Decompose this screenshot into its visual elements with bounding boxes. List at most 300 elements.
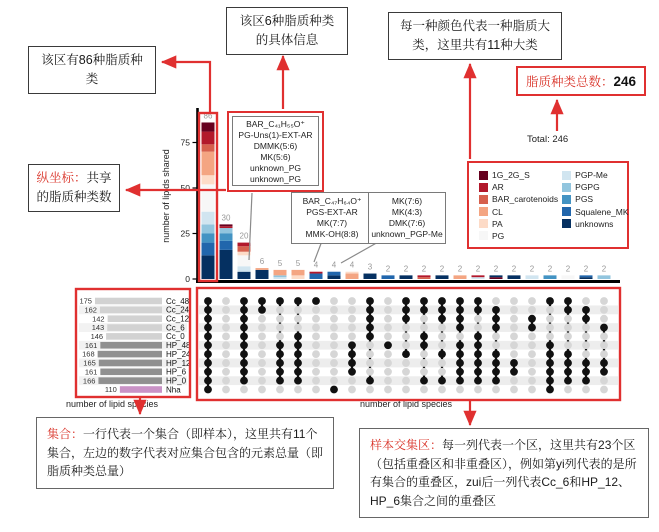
matrix-dot-active bbox=[240, 315, 248, 323]
matrix-dot bbox=[420, 368, 428, 376]
matrix-dot bbox=[546, 315, 554, 323]
intersection-bar-segment bbox=[364, 274, 377, 279]
matrix-dot-active bbox=[420, 333, 428, 341]
matrix-dot bbox=[492, 333, 500, 341]
matrix-dot bbox=[330, 324, 338, 332]
intersection-count-label: 86 bbox=[203, 111, 213, 121]
intersection-count-label: 2 bbox=[493, 264, 499, 274]
set-size-bar bbox=[95, 298, 162, 305]
matrix-dot bbox=[528, 359, 536, 367]
matrix-dot bbox=[384, 368, 392, 376]
matrix-dot bbox=[474, 324, 482, 332]
matrix-axis-label: number of lipid species bbox=[359, 399, 453, 409]
intersection-bar-segment bbox=[346, 274, 359, 279]
connector-box3-bar bbox=[341, 241, 380, 263]
intersection-count-label: 5 bbox=[295, 258, 301, 268]
matrix-dot-active bbox=[564, 297, 572, 305]
matrix-dot bbox=[330, 297, 338, 305]
legend-entry bbox=[479, 194, 558, 204]
matrix-dot-active bbox=[546, 377, 554, 385]
matrix-dot-active bbox=[348, 368, 356, 376]
intersection-bar-segment bbox=[274, 270, 287, 275]
callout-color-classes-text: 每一种颜色代表一种脂质大类，这里共有11种大类 bbox=[399, 19, 550, 52]
legend-swatch bbox=[562, 195, 571, 204]
total-species-label: 脂质种类总数： bbox=[526, 75, 614, 89]
intersection-bar-segment bbox=[418, 277, 431, 279]
matrix-dot-active bbox=[204, 359, 212, 367]
intersection-count-label: 4 bbox=[313, 260, 319, 270]
matrix-dot bbox=[420, 386, 428, 394]
matrix-dot bbox=[222, 333, 230, 341]
intersection-count-label: 30 bbox=[221, 213, 231, 223]
set-size-bar bbox=[106, 333, 162, 340]
intersection-bar-segment bbox=[202, 144, 215, 151]
matrix-dot-active bbox=[204, 386, 212, 394]
matrix-dot-active bbox=[582, 306, 590, 314]
matrix-dot bbox=[438, 368, 446, 376]
matrix-dot bbox=[330, 350, 338, 358]
matrix-dot-active bbox=[492, 350, 500, 358]
lipid-name: unknown_PG bbox=[249, 174, 302, 185]
matrix-dot-active bbox=[366, 315, 374, 323]
matrix-dot bbox=[600, 315, 608, 323]
legend-entry bbox=[562, 219, 628, 229]
matrix-dot bbox=[330, 306, 338, 314]
matrix-dot bbox=[402, 324, 410, 332]
matrix-dot-active bbox=[438, 350, 446, 358]
intersection-count-label: 20 bbox=[239, 231, 249, 241]
lipid-name: unknown_PG bbox=[249, 163, 302, 174]
matrix-dot bbox=[402, 377, 410, 385]
matrix-dot bbox=[402, 333, 410, 341]
matrix-dot-active bbox=[276, 341, 284, 349]
matrix-dot bbox=[384, 297, 392, 305]
matrix-dot-active bbox=[474, 377, 482, 385]
legend-label: PGP-Me bbox=[575, 170, 608, 180]
matrix-dot bbox=[348, 297, 356, 305]
matrix-dot-active bbox=[492, 359, 500, 367]
matrix-dot-active bbox=[240, 324, 248, 332]
legend-label: PA bbox=[492, 218, 503, 229]
matrix-dot-active bbox=[294, 359, 302, 367]
intersection-count-label: 2 bbox=[529, 264, 535, 274]
matrix-dot-active bbox=[510, 368, 518, 376]
set-name-label: HP_24 bbox=[166, 349, 191, 359]
matrix-dot bbox=[384, 350, 392, 358]
set-size-value: 168 bbox=[82, 349, 95, 359]
matrix-dot-active bbox=[474, 350, 482, 358]
y-tick-label: 75 bbox=[180, 137, 190, 148]
intersection-bar-segment bbox=[598, 275, 611, 279]
set-name-label: Cc_48 bbox=[166, 296, 190, 306]
matrix-dot-active bbox=[312, 297, 320, 305]
matrix-dot-active bbox=[492, 306, 500, 314]
matrix-dot bbox=[564, 333, 572, 341]
matrix-dot-active bbox=[438, 306, 446, 314]
intersection-bar-segment bbox=[238, 252, 251, 256]
matrix-dot-active bbox=[474, 333, 482, 341]
matrix-dot-active bbox=[474, 359, 482, 367]
matrix-dot-active bbox=[438, 297, 446, 305]
matrix-dot-active bbox=[474, 341, 482, 349]
set-name-label: Cc_24 bbox=[166, 305, 190, 315]
matrix-dot bbox=[492, 341, 500, 349]
matrix-dot bbox=[222, 341, 230, 349]
matrix-dot bbox=[456, 386, 464, 394]
intersection-count-label: 2 bbox=[457, 264, 463, 274]
set-size-bar bbox=[107, 324, 162, 331]
matrix-dot-active bbox=[492, 315, 500, 323]
lipid-name: MMK-OH(8:8) bbox=[305, 229, 359, 240]
matrix-dot-active bbox=[294, 377, 302, 385]
matrix-dot-active bbox=[546, 368, 554, 376]
matrix-dot-active bbox=[348, 341, 356, 349]
matrix-dot-active bbox=[204, 324, 212, 332]
matrix-dot bbox=[438, 333, 446, 341]
intersection-bar-segment bbox=[202, 132, 215, 145]
matrix-dot bbox=[258, 350, 266, 358]
intersection-count-label: 2 bbox=[421, 264, 427, 274]
legend-entry bbox=[479, 207, 558, 217]
matrix-dot bbox=[312, 350, 320, 358]
intersection-bar-segment bbox=[202, 175, 215, 184]
intersection-bar-segment bbox=[256, 268, 269, 270]
matrix-dot-active bbox=[564, 377, 572, 385]
callout-6-species-detail-text: 该区6种脂质种类的具体信息 bbox=[239, 14, 335, 47]
lipid-name: unknown_PGP-Me bbox=[371, 229, 443, 240]
legend-entry bbox=[479, 182, 558, 192]
callout-sets-text: 一行代表一个集合（即样本），这里共有11个集合，左边的数字代表对应集合包含的元素总量（即脂质种类总量） bbox=[47, 427, 324, 479]
matrix-dot bbox=[258, 324, 266, 332]
intersection-bar-segment bbox=[544, 275, 557, 279]
matrix-dot bbox=[312, 333, 320, 341]
legend-label: PG bbox=[492, 230, 505, 241]
intersection-bar-segment bbox=[346, 272, 359, 274]
intersection-bar-segment bbox=[202, 122, 215, 131]
matrix-dot-active bbox=[348, 359, 356, 367]
matrix-dot bbox=[384, 306, 392, 314]
matrix-dot-active bbox=[204, 306, 212, 314]
matrix-dot-active bbox=[276, 359, 284, 367]
matrix-dot bbox=[384, 386, 392, 394]
matrix-dot bbox=[330, 368, 338, 376]
matrix-dot bbox=[330, 333, 338, 341]
matrix-dot bbox=[510, 324, 518, 332]
legend-label: CL bbox=[492, 206, 503, 217]
matrix-dot bbox=[384, 377, 392, 385]
matrix-dot-active bbox=[240, 359, 248, 367]
matrix-dot bbox=[582, 350, 590, 358]
intersection-count-label: 2 bbox=[439, 264, 445, 274]
matrix-dot-active bbox=[546, 386, 554, 394]
set-size-value: 142 bbox=[92, 314, 105, 324]
matrix-dot bbox=[474, 315, 482, 323]
matrix-dot bbox=[348, 333, 356, 341]
matrix-dot bbox=[312, 386, 320, 394]
intersection-count-label: 6 bbox=[259, 257, 265, 267]
matrix-dot-active bbox=[564, 368, 572, 376]
matrix-dot bbox=[528, 341, 536, 349]
intersection-bar-segment bbox=[526, 275, 539, 279]
lipid-list-box-2 bbox=[291, 192, 373, 244]
matrix-dot bbox=[510, 333, 518, 341]
intersection-bar-segment bbox=[202, 152, 215, 176]
legend-entry bbox=[479, 219, 558, 229]
lipid-list-box-3 bbox=[368, 192, 446, 244]
legend-swatch bbox=[479, 195, 488, 204]
matrix-dot-active bbox=[546, 359, 554, 367]
matrix-dot-active bbox=[438, 315, 446, 323]
matrix-dot bbox=[402, 368, 410, 376]
matrix-dot-active bbox=[456, 297, 464, 305]
callout-sets-label: 集合： bbox=[47, 427, 84, 441]
matrix-dot-active bbox=[546, 341, 554, 349]
legend-entry bbox=[479, 170, 558, 180]
total-species-value: 246 bbox=[613, 74, 637, 89]
matrix-dot-active bbox=[456, 341, 464, 349]
intersection-bar-segment bbox=[508, 275, 521, 279]
set-size-bar bbox=[98, 351, 162, 358]
matrix-dot-active bbox=[474, 306, 482, 314]
legend-label: Squalene_MK bbox=[575, 206, 629, 217]
intersection-bar-segment bbox=[310, 274, 323, 279]
matrix-dot-active bbox=[294, 350, 302, 358]
legend-label: PGS bbox=[575, 194, 594, 205]
legend-box bbox=[467, 161, 629, 249]
matrix-dot-active bbox=[366, 377, 374, 385]
legend-swatch bbox=[562, 219, 571, 228]
legend-swatch bbox=[562, 183, 571, 192]
matrix-dot bbox=[222, 377, 230, 385]
intersection-bar-segment bbox=[580, 275, 593, 277]
matrix-dot-active bbox=[402, 297, 410, 305]
legend-swatch bbox=[479, 219, 488, 228]
intersection-count-label: 2 bbox=[403, 264, 409, 274]
matrix-dot-active bbox=[420, 377, 428, 385]
lipid-name: MK(4:3) bbox=[391, 207, 423, 218]
set-size-value: 166 bbox=[82, 376, 96, 386]
matrix-dot-active bbox=[366, 324, 374, 332]
matrix-dot bbox=[546, 306, 554, 314]
matrix-dot bbox=[402, 386, 410, 394]
matrix-dot bbox=[510, 306, 518, 314]
matrix-dot bbox=[348, 386, 356, 394]
intersection-count-label: 2 bbox=[475, 264, 481, 274]
matrix-dot bbox=[510, 350, 518, 358]
matrix-dot bbox=[600, 377, 608, 385]
legend-label: unknowns bbox=[575, 218, 614, 229]
matrix-dot bbox=[510, 341, 518, 349]
matrix-dot-active bbox=[276, 368, 284, 376]
matrix-dot-active bbox=[240, 377, 248, 385]
y-tick-label: 25 bbox=[180, 228, 190, 239]
matrix-dot bbox=[528, 350, 536, 358]
matrix-dot-active bbox=[492, 377, 500, 385]
set-name-label: HP_48 bbox=[166, 341, 191, 351]
matrix-dot bbox=[222, 350, 230, 358]
matrix-dot bbox=[366, 359, 374, 367]
matrix-dot bbox=[582, 333, 590, 341]
intersection-bar-segment bbox=[490, 275, 503, 277]
lipid-name: PGS-EXT-AR bbox=[306, 207, 358, 218]
matrix-dot-active bbox=[510, 359, 518, 367]
matrix-dot-active bbox=[528, 315, 536, 323]
matrix-dot-active bbox=[564, 306, 572, 314]
matrix-dot-active bbox=[258, 297, 266, 305]
matrix-dot-active bbox=[438, 377, 446, 385]
matrix-dot bbox=[330, 359, 338, 367]
set-name-label: Cc_0 bbox=[166, 332, 185, 342]
matrix-dot bbox=[276, 324, 284, 332]
intersection-bar-segment bbox=[562, 275, 575, 279]
intersection-bar-segment bbox=[220, 241, 233, 250]
matrix-dot bbox=[366, 368, 374, 376]
set-name-label: HP_0 bbox=[166, 376, 187, 386]
matrix-dot bbox=[384, 324, 392, 332]
lipid-list-box-1 bbox=[232, 116, 319, 186]
matrix-dot-active bbox=[456, 315, 464, 323]
matrix-dot bbox=[384, 333, 392, 341]
intersection-count-label: 3 bbox=[367, 262, 373, 272]
set-size-bar bbox=[98, 377, 162, 384]
total-species-box bbox=[516, 66, 646, 96]
matrix-dot bbox=[474, 386, 482, 394]
matrix-dot bbox=[582, 341, 590, 349]
legend-swatch bbox=[562, 171, 571, 180]
y-tick-label: 0 bbox=[185, 274, 190, 284]
lipid-name: DMMK(5:6) bbox=[253, 141, 298, 152]
intersection-bar-segment bbox=[454, 275, 467, 279]
matrix-dot bbox=[420, 350, 428, 358]
set-size-value: 110 bbox=[104, 385, 117, 395]
legend-label: BAR_carotenoids bbox=[492, 194, 559, 205]
matrix-dot bbox=[312, 324, 320, 332]
intersection-bar-segment bbox=[328, 275, 341, 279]
matrix-dot bbox=[348, 315, 356, 323]
matrix-dot bbox=[528, 297, 536, 305]
matrix-dot bbox=[312, 306, 320, 314]
legend-entry bbox=[562, 207, 628, 217]
intersection-count-label: 4 bbox=[331, 260, 337, 270]
intersection-bar-segment bbox=[400, 275, 413, 279]
matrix-dot bbox=[384, 359, 392, 367]
matrix-dot bbox=[438, 386, 446, 394]
intersection-bar-segment bbox=[382, 275, 395, 279]
matrix-dot bbox=[564, 386, 572, 394]
matrix-dot-active bbox=[204, 368, 212, 376]
intersection-bar-segment bbox=[202, 224, 215, 233]
intersection-bar-segment bbox=[292, 270, 305, 275]
matrix-dot-active bbox=[546, 350, 554, 358]
matrix-dot bbox=[600, 386, 608, 394]
matrix-dot bbox=[600, 306, 608, 314]
intersection-bar-segment bbox=[580, 277, 593, 279]
intersection-bar-segment bbox=[238, 272, 251, 279]
intersection-bar-segment bbox=[256, 270, 269, 279]
legend-label: AR bbox=[492, 182, 504, 193]
set-size-value: 143 bbox=[91, 323, 105, 333]
matrix-dot-active bbox=[564, 359, 572, 367]
matrix-dot bbox=[222, 297, 230, 305]
set-size-value: 175 bbox=[79, 296, 92, 306]
matrix-dot-active bbox=[492, 324, 500, 332]
intersection-bar-segment bbox=[472, 275, 485, 277]
matrix-dot-active bbox=[204, 297, 212, 305]
intersection-bar-segment bbox=[274, 275, 287, 277]
set-size-bar bbox=[120, 386, 162, 393]
intersection-bar-segment bbox=[238, 243, 251, 247]
matrix-dot-active bbox=[366, 333, 374, 341]
matrix-dot bbox=[258, 333, 266, 341]
matrix-dot-active bbox=[528, 324, 536, 332]
set-name-label: Nha bbox=[166, 385, 181, 395]
intersection-bar-segment bbox=[418, 275, 431, 277]
matrix-dot bbox=[600, 341, 608, 349]
intersection-bar-segment bbox=[490, 277, 503, 279]
callout-color-classes bbox=[388, 12, 562, 60]
callout-intersections bbox=[359, 428, 649, 518]
set-size-value: 165 bbox=[83, 358, 96, 368]
matrix-dot bbox=[510, 386, 518, 394]
lipid-name: PG-Uns(1)-EXT-AR bbox=[238, 130, 313, 141]
intersection-bar-segment bbox=[292, 275, 305, 279]
matrix-dot bbox=[258, 386, 266, 394]
matrix-dot bbox=[312, 315, 320, 323]
matrix-dot bbox=[582, 386, 590, 394]
matrix-dot-active bbox=[456, 368, 464, 376]
matrix-dot bbox=[492, 297, 500, 305]
matrix-dot bbox=[222, 315, 230, 323]
arrow-to-86-callout bbox=[162, 62, 210, 112]
matrix-dot-active bbox=[456, 324, 464, 332]
matrix-dot bbox=[258, 368, 266, 376]
matrix-dot bbox=[384, 315, 392, 323]
matrix-dot bbox=[420, 324, 428, 332]
matrix-dot-active bbox=[582, 368, 590, 376]
set-size-value: 146 bbox=[90, 332, 104, 341]
matrix-dot bbox=[312, 341, 320, 349]
matrix-dot bbox=[492, 386, 500, 394]
callout-y-axis bbox=[28, 164, 120, 212]
matrix-dot bbox=[582, 297, 590, 305]
matrix-dot bbox=[528, 386, 536, 394]
matrix-dot-active bbox=[420, 341, 428, 349]
matrix-dot-active bbox=[294, 333, 302, 341]
callout-y-axis-label: 纵坐标： bbox=[36, 171, 87, 185]
matrix-dot-active bbox=[348, 350, 356, 358]
matrix-dot bbox=[276, 333, 284, 341]
intersection-bar-segment bbox=[472, 277, 485, 279]
matrix-dot bbox=[546, 324, 554, 332]
set-size-bar bbox=[100, 342, 162, 349]
matrix-dot bbox=[366, 386, 374, 394]
matrix-dot bbox=[294, 386, 302, 394]
matrix-dot bbox=[438, 359, 446, 367]
set-axis-label: number of lipid species bbox=[65, 399, 159, 409]
intersection-bar-segment bbox=[220, 228, 233, 233]
matrix-dot-active bbox=[600, 324, 608, 332]
lipid-list-box-1-outer bbox=[227, 111, 324, 192]
matrix-dot-active bbox=[456, 306, 464, 314]
matrix-dot bbox=[510, 377, 518, 385]
matrix-dot bbox=[564, 315, 572, 323]
matrix-dot-active bbox=[402, 306, 410, 314]
matrix-dot-active bbox=[240, 341, 248, 349]
intersection-count-label: 2 bbox=[511, 264, 517, 274]
intersection-count-label: 2 bbox=[601, 264, 607, 274]
matrix-dot bbox=[510, 315, 518, 323]
matrix-dot-active bbox=[204, 333, 212, 341]
